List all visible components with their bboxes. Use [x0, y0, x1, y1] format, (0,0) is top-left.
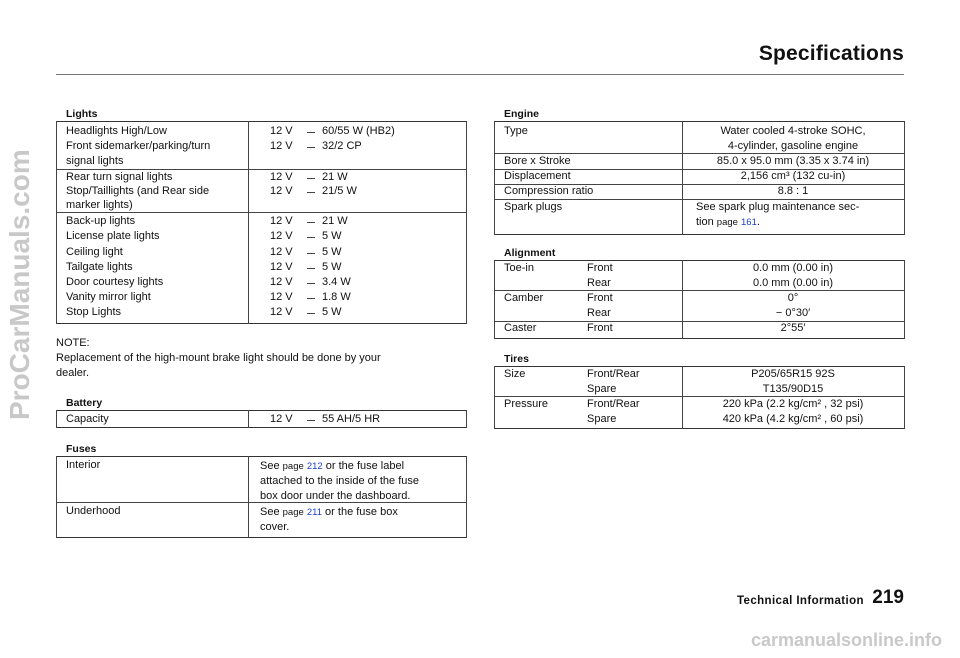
engine-type-value: Water cooled 4-stroke SOHC, [720, 125, 866, 137]
tires-col-divider [682, 366, 683, 429]
dash [307, 298, 315, 299]
light-rating: 1.8 W [322, 291, 351, 303]
engine-bore-value: 85.0 x 95.0 mm (3.35 x 3.74 in) [716, 155, 870, 167]
fuse-interior-text-cont: box door under the dashboard. [260, 490, 411, 502]
tire-value: 420 kPa (4.2 kg/cm² , 60 psi) [722, 413, 864, 425]
engine-col-divider [682, 121, 683, 235]
light-volt: 12 V [270, 185, 293, 197]
alignment-position: Rear [587, 277, 611, 289]
battery-rating: 55 AH/5 HR [322, 413, 381, 425]
fuse-underhood-label: Underhood [66, 505, 121, 517]
lights-right-border [466, 121, 467, 324]
light-item-cont: marker lights) [66, 199, 133, 211]
alignment-value: 0.0 mm (0.00 in) [752, 262, 834, 274]
dash [307, 132, 315, 133]
engine-row-divider [494, 153, 904, 154]
fuse-underhood-text-cont: cover. [260, 521, 290, 533]
tire-value: T135/90D15 [762, 383, 824, 395]
engine-heading: Engine [504, 108, 540, 120]
battery-right-border [466, 410, 467, 428]
engine-compression-value: 8.8 : 1 [777, 185, 809, 197]
light-item: Door courtesy lights [66, 276, 164, 288]
alignment-label: Camber [504, 292, 544, 304]
light-rating: 5 W [322, 230, 342, 242]
battery-col-divider [248, 410, 249, 428]
engine-row-divider [494, 199, 904, 200]
footer-section-title: Technical Information [736, 595, 864, 607]
tire-value: P205/65R15 92S [751, 368, 835, 380]
fuse-interior-rest: or the fuse label [322, 460, 405, 472]
dash [307, 313, 315, 314]
light-item: License plate lights [66, 230, 160, 242]
light-item: Stop/Taillights (and Rear side [66, 185, 210, 197]
alignment-value: 0° [787, 292, 799, 304]
light-volt: 12 V [270, 246, 293, 258]
page-word: page [282, 507, 304, 518]
dash [307, 253, 315, 254]
fuse-interior-label: Interior [66, 459, 101, 471]
light-rating: 5 W [322, 246, 342, 258]
engine-right-border [904, 121, 905, 235]
fuses-col-divider [248, 456, 249, 538]
fuse-underhood-text [260, 505, 398, 520]
alignment-value: 2°55′ [780, 322, 806, 334]
tire-label: Size [504, 368, 526, 380]
light-rating: 21 W [322, 215, 348, 227]
engine-displacement-label: Displacement [504, 170, 571, 182]
note-label: NOTE: [56, 337, 90, 349]
spark-tion: tion [696, 216, 717, 228]
light-item: Tailgate lights [66, 261, 133, 273]
light-rating: 21 W [322, 171, 348, 183]
tires-row-divider [494, 396, 904, 397]
dash [307, 222, 315, 223]
fuse-underhood-rest: or the fuse box [322, 506, 398, 518]
light-rating: 21/5 W [322, 185, 357, 197]
light-volt: 12 V [270, 230, 293, 242]
fuse-interior-text-cont: attached to the inside of the fuse [260, 475, 420, 487]
alignment-position: Front [587, 322, 613, 334]
alignment-position: Front [587, 262, 613, 274]
battery-heading: Battery [66, 397, 103, 409]
dash [307, 283, 315, 284]
page-word: page [282, 461, 304, 472]
tires-right-border [904, 366, 905, 429]
engine-spark-value: See spark plug maintenance sec- [696, 201, 860, 213]
light-volt: 12 V [270, 215, 293, 227]
tire-position: Front/Rear [587, 398, 640, 410]
tires-left-border [494, 366, 495, 429]
spark-period: . [756, 216, 760, 228]
fuses-heading: Fuses [66, 443, 97, 455]
light-volt: 12 V [270, 140, 293, 152]
engine-spark-label: Spark plugs [504, 201, 563, 213]
light-volt: 12 V [270, 261, 293, 273]
tire-label: Pressure [504, 398, 549, 410]
lights-row-divider [56, 212, 466, 213]
lights-left-border [56, 121, 57, 324]
watermark-left: ProCarManuals.com [4, 149, 35, 420]
light-volt: 12 V [270, 306, 293, 318]
tire-position: Spare [587, 383, 617, 395]
page-word: page [716, 217, 738, 228]
alignment-position: Front [587, 292, 613, 304]
page-number: 219 [872, 587, 904, 608]
engine-displacement-value: 2,156 cm³ (132 cu-in) [740, 170, 846, 182]
dash [307, 147, 315, 148]
light-item: Back-up lights [66, 215, 136, 227]
light-item: Rear turn signal lights [66, 171, 173, 183]
note-text-cont: dealer. [56, 367, 90, 379]
engine-left-border [494, 121, 495, 235]
light-rating: 5 W [322, 306, 342, 318]
alignment-heading: Alignment [504, 247, 556, 259]
light-rating: 60/55 W (HB2) [322, 125, 395, 137]
tire-position: Front/Rear [587, 368, 640, 380]
engine-type-value-cont: 4-cylinder, gasoline engine [727, 140, 859, 152]
dash [307, 420, 315, 421]
alignment-label: Toe-in [504, 262, 534, 274]
battery-left-border [56, 410, 57, 428]
dash [307, 268, 315, 269]
lights-row-divider [56, 169, 466, 170]
light-item-cont: signal lights [66, 155, 124, 167]
note-text: Replacement of the high-mount brake light should be done by your [56, 352, 381, 364]
light-item: Stop Lights [66, 306, 122, 318]
light-volt: 12 V [270, 171, 293, 183]
battery-volt: 12 V [270, 413, 293, 425]
engine-compression-label: Compression ratio [504, 185, 594, 197]
page-211-link[interactable]: 211 [306, 507, 322, 518]
alignment-label: Caster [504, 322, 537, 334]
page-212-link[interactable]: 212 [306, 461, 323, 472]
light-volt: 12 V [270, 291, 293, 303]
dash [307, 178, 315, 179]
page-title: Specifications [758, 42, 904, 65]
fuse-interior-text [260, 459, 404, 474]
lights-col-divider [248, 121, 249, 324]
light-item: Front sidemarker/parking/turn [66, 140, 211, 152]
alignment-value: 0.0 mm (0.00 in) [752, 277, 834, 289]
engine-type-label: Type [504, 125, 528, 137]
alignment-row-divider [494, 290, 904, 291]
dash [307, 237, 315, 238]
page-161-link[interactable]: 161 [741, 217, 757, 228]
tire-value: 220 kPa (2.2 kg/cm² , 32 psi) [722, 398, 864, 410]
fuse-underhood-see: See [260, 506, 283, 518]
watermark-bottom: carmanualsonline.info [750, 630, 942, 650]
fuses-right-border [466, 456, 467, 538]
dash [307, 192, 315, 193]
battery-table [56, 410, 466, 428]
tires-heading: Tires [504, 353, 529, 365]
light-item: Vanity mirror light [66, 291, 151, 303]
engine-bore-label: Bore x Stroke [504, 155, 571, 167]
tire-position: Spare [587, 413, 617, 425]
alignment-value: − 0°30′ [775, 307, 811, 319]
engine-spark-value-cont [696, 216, 760, 228]
light-rating: 32/2 CP [322, 140, 362, 152]
alignment-position: Rear [587, 307, 611, 319]
light-item: Ceiling light [66, 246, 123, 258]
battery-item: Capacity [66, 413, 109, 425]
fuse-interior-see: See [260, 460, 283, 472]
light-volt: 12 V [270, 276, 293, 288]
alignment-left-border [494, 260, 495, 339]
lights-heading: Lights [66, 108, 98, 120]
light-rating: 5 W [322, 261, 342, 273]
alignment-right-border [904, 260, 905, 339]
light-rating: 3.4 W [322, 276, 351, 288]
light-item: Headlights High/Low [66, 125, 167, 137]
alignment-col-divider [682, 260, 683, 339]
fuses-left-border [56, 456, 57, 538]
light-volt: 12 V [270, 125, 293, 137]
header-rule [56, 74, 904, 75]
